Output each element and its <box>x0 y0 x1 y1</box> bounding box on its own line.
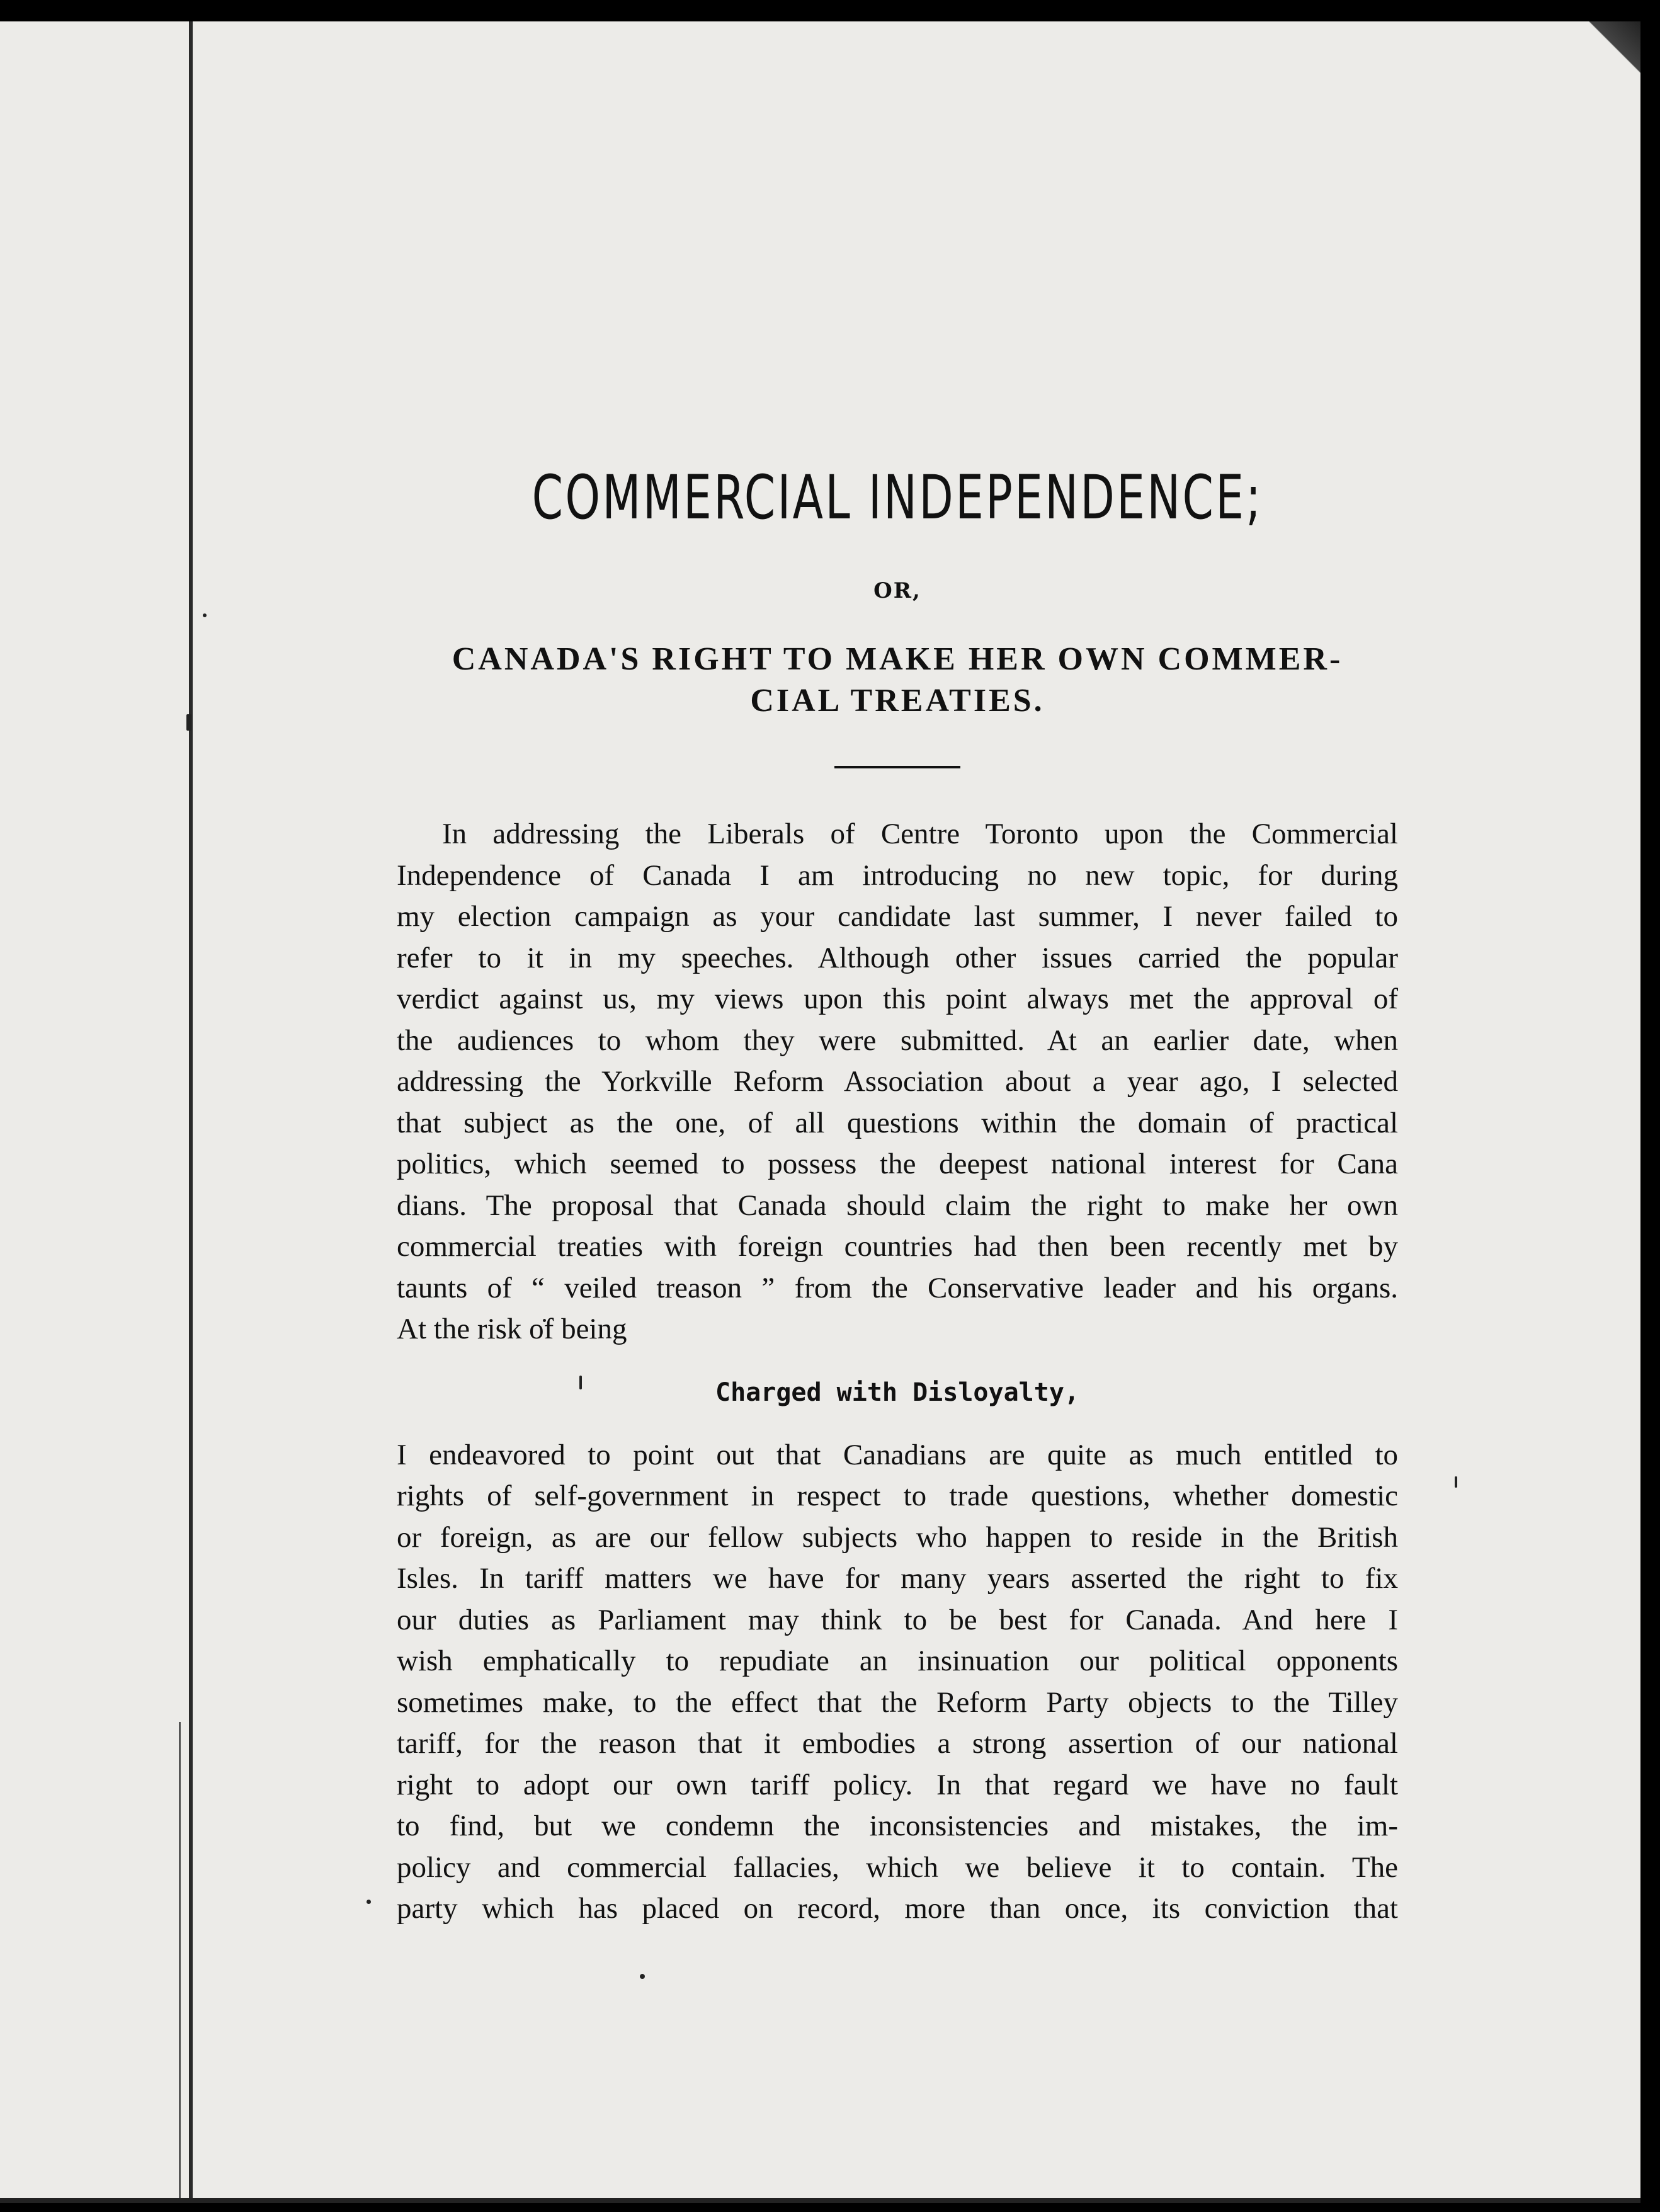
paragraph-1 <box>397 814 1398 1350</box>
text-line: sometimes make, to the effect that the Reform Party objects to the Tilley <box>397 1685 1398 1719</box>
paragraph-2 <box>397 1435 1398 1930</box>
torn-corner <box>1565 21 1640 91</box>
scan-speck <box>1455 1476 1457 1488</box>
binding-gutter-line <box>189 21 193 2203</box>
scan-speck <box>186 714 191 731</box>
text-line: politics, which seemed to possess the deepest national interest for Cana <box>397 1148 1398 1180</box>
document-body <box>397 462 1398 1930</box>
document-subtitle <box>397 639 1398 722</box>
page-bottom-edge <box>0 2198 1640 2203</box>
binding-gutter-shadow <box>179 1722 181 2203</box>
text-line: I endeavored to point out that Canadians are quite as much entitled to <box>397 1438 1398 1471</box>
scan-speck <box>367 1900 371 1904</box>
subtitle-line: CIAL TREATIES. <box>750 683 1045 719</box>
text-line: that subject as the one, of all questions within the domain of practical <box>397 1106 1398 1139</box>
text-line: wish emphatically to repudiate an insinuation our political opponents <box>397 1645 1398 1677</box>
text-line: refer to it in my speeches. Although other issues carried the popular <box>397 941 1398 974</box>
text-line: tariff, for the reason that it embodies a strong assertion of our national <box>397 1727 1398 1760</box>
scan-speck <box>640 1974 645 1979</box>
text-line: the audiences to whom they were submitted. At an earlier date, when <box>397 1023 1398 1057</box>
text-line: policy and commercial fallacies, which we believe it to contain. The <box>397 1850 1398 1884</box>
text-line: At the risk of being <box>397 1313 627 1345</box>
document-title: COMMERCIAL INDEPENDENCE; <box>532 462 1263 533</box>
text-line: party which has placed on record, more than once, its conviction that <box>397 1892 1398 1925</box>
title-connector: OR, <box>873 578 921 603</box>
text-line: or foreign, as are our fellow subjects who happen to reside in the British <box>397 1520 1398 1554</box>
text-line: my election campaign as your candidate last summer, I never failed to <box>397 900 1398 933</box>
document-page <box>0 21 1640 2203</box>
text-line: addressing the Yorkville Reform Association about a year ago, I selected <box>397 1065 1398 1098</box>
scan-speck <box>203 613 207 617</box>
text-line: dians. The proposal that Canada should claim the right to make her own <box>397 1189 1398 1222</box>
subtitle-line: CANADA'S RIGHT TO MAKE HER OWN COMMER- <box>452 641 1343 677</box>
title-divider <box>834 766 960 768</box>
text-line: taunts of “ veiled treason ” from the Conservative leader and his organs. <box>397 1271 1398 1304</box>
text-line: Independence of Canada I am introducing no new topic, for during <box>397 858 1398 892</box>
text-line: Isles. In tariff matters we have for many years asserted the right to fix <box>397 1562 1398 1595</box>
text-line: rights of self-government in respect to trade questions, whether domestic <box>397 1479 1398 1512</box>
section-heading: Charged with Disloyalty, <box>715 1377 1079 1407</box>
text-line: In addressing the Liberals of Centre Toronto upon the Commercial <box>442 818 1398 850</box>
text-line: commercial treaties with foreign countries had then been recently met by <box>397 1230 1398 1263</box>
text-line: right to adopt our own tariff policy. In that regard we have no fault <box>397 1768 1398 1801</box>
text-line: our duties as Parliament may think to be best for Canada. And here I <box>397 1603 1398 1636</box>
text-line: to find, but we condemn the inconsistencies and mistakes, the im- <box>397 1810 1398 1842</box>
text-line: verdict against us, my views upon this point always met the approval of <box>397 983 1398 1015</box>
